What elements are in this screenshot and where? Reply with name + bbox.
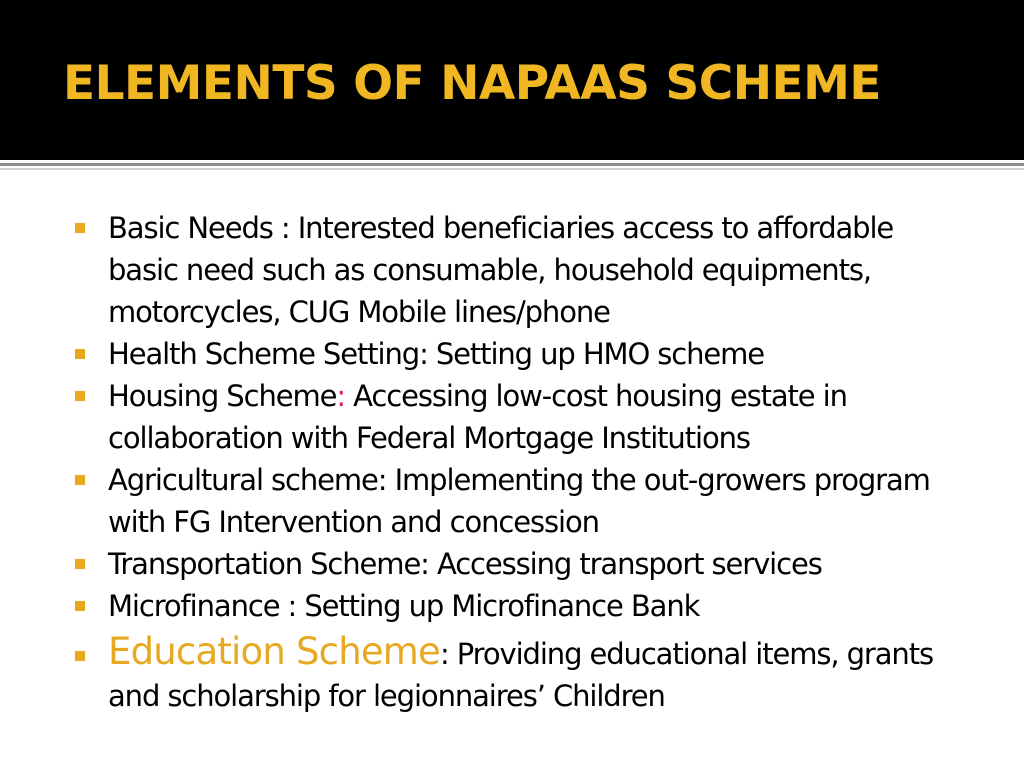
- bullet-prefix: Housing Scheme: [108, 379, 337, 413]
- title-divider-secondary: [0, 168, 1024, 170]
- bullet-text: Microfinance : Setting up Microfinance Bank: [108, 589, 700, 623]
- bullet-transportation-scheme: [70, 543, 970, 585]
- slide-title: ELEMENTS OF NAPAAS SCHEME: [63, 56, 882, 111]
- square-bullet-icon: [75, 601, 85, 611]
- bullet-housing-scheme: [70, 375, 970, 459]
- bullet-text: Agricultural scheme: Implementing the out-growers program with FG Intervention and concession: [108, 463, 930, 539]
- square-bullet-icon: [75, 475, 85, 485]
- bullet-basic-needs: [70, 207, 970, 333]
- bullet-colon: :: [336, 379, 346, 413]
- square-bullet-icon: [75, 559, 85, 569]
- bullet-health-scheme: [70, 333, 970, 375]
- bullet-text: Health Scheme Setting: Setting up HMO scheme: [108, 337, 765, 371]
- square-bullet-icon: [75, 223, 85, 233]
- bullet-prefix: Education Scheme: [108, 630, 441, 673]
- bullet-text: Basic Needs : Interested beneficiaries access to affordable basic need such as consumable, household equipments, motorcycles, CUG Mobile lines/phone: [108, 211, 894, 329]
- square-bullet-icon: [75, 651, 85, 661]
- bullet-microfinance: [70, 585, 970, 627]
- bullet-text: Accessing low-cost housing estate in collaboration with Federal Mortgage Institutions: [108, 379, 847, 455]
- square-bullet-icon: [75, 349, 85, 359]
- title-bar: [0, 0, 1024, 160]
- bullet-list: [70, 207, 970, 717]
- bullet-text: Transportation Scheme: Accessing transport services: [108, 547, 822, 581]
- square-bullet-icon: [75, 391, 85, 401]
- bullet-education-scheme: [70, 631, 970, 717]
- bullet-agricultural-scheme: [70, 459, 970, 543]
- title-divider: [0, 163, 1024, 166]
- bullet-text: : Providing educational items, grants and scholarship for legionnaires’ Children: [108, 637, 933, 713]
